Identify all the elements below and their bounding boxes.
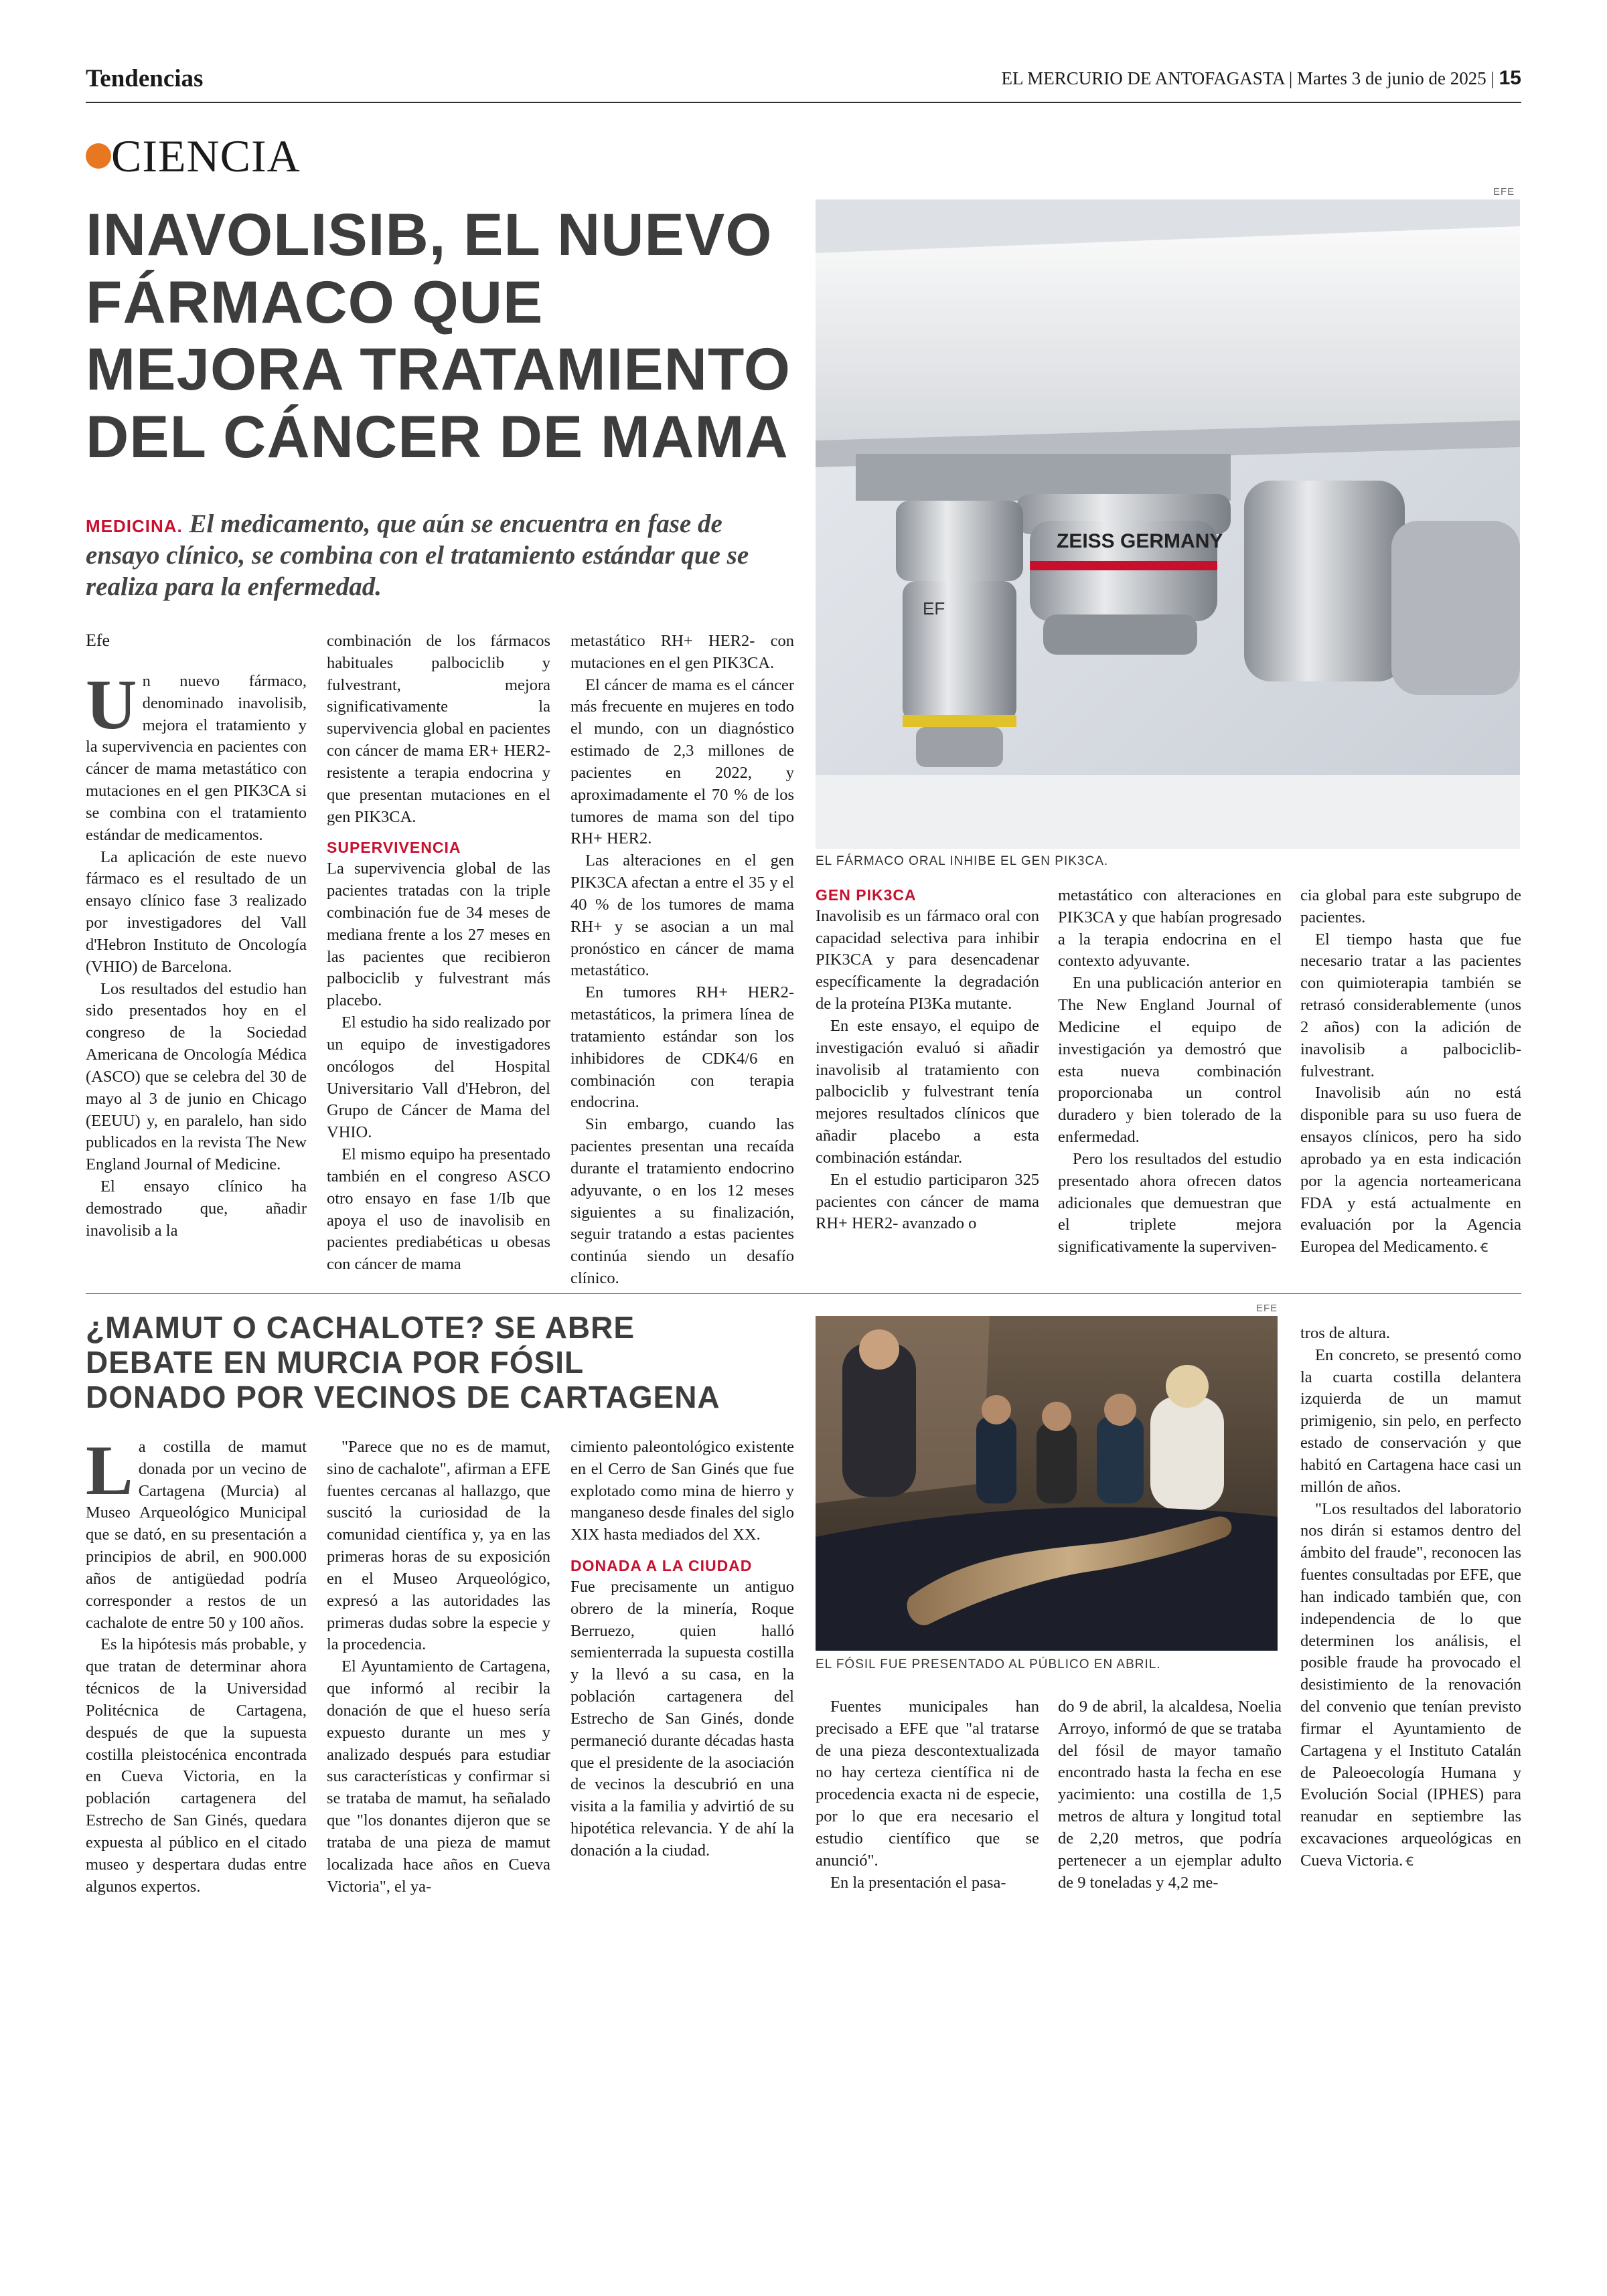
publication-line: EL MERCURIO DE ANTOFAGASTA | Martes 3 de junio de 2025 | 15 [1001,67,1521,89]
article2-column-1 [86,1431,307,1898]
article2-paragraph: El Ayuntamiento de Cartagena, que informó al recibir la donación de que el hueso sería expuesto durante un mes y analizado después para estudiar sus características y confirmar si se trataba de mamut, ha señalado que "los donantes dijeron que se trataba de una pieza de mamut localizada hace años en Cueva Victoria", el ya- [327,1657,550,1896]
article1-column-2 [327,631,550,1276]
article2-column-2 [327,1437,550,1898]
article1-paragraph: En este ensayo, el equipo de investigación evaluó si añadir inavolisib al tratamiento con palbociclib y fulvestrant tenía mejores resultados clínicos que añadir placebo a esta combinación estándar. [816,1016,1039,1167]
article2-paragraph: En la presentación el pasa- [830,1873,1006,1892]
article1-paragraph: Los resultados del estudio han sido presentados hoy en el congreso de la Sociedad Americana de Oncología Médica (ASCO) que se celebra del 30 de mayo al 3 de junio en Chicago (EEUU) y, en paralelo, han sido publicados en la revista The New England Journal of Medicine. [86,979,307,1174]
header-rule [86,102,1521,103]
article2-paragraph: cimiento paleontológico existente en el Cerro de San Ginés que fue explotado como mina de hierro y manganeso desde finales del siglo XIX hasta mediados del XX. [570,1438,794,1544]
article1-paragraph: combinación de los fármacos habituales palbociclib y fulvestrant, mejora significativamente la supervivencia global en pacientes con cáncer de mama ER+ HER2- resistente a terapia endocrina y que presentan mutaciones en el gen PIK3CA. [327,632,550,826]
article1-paragraph: cia global para este subgrupo de pacientes. [1300,886,1521,926]
article1-column-1 [86,665,307,1242]
article2-end-mark-icon: ꞓ [1405,1851,1413,1870]
article1-paragraph: El mismo equipo ha presentado también en el congreso ASCO otro ensayo en fase 1/Ib que apoya el uso de inavolisib en pacientes prediabéticas u obesas con cáncer de mama [327,1145,550,1274]
article1-paragraph: metastático con alteraciones en PIK3CA y que habían progresado a la terapia endocrina en el contexto adyuvante. [1058,886,1282,971]
article2-dropcap: L [86,1431,133,1509]
article1-paragraph: El tiempo hasta que fue necesario tratar a las pacientes con quimioterapia también se retrasó considerablemente (unos 2 años) con la adición de inavolisib a palbociclib-fulvestrant. [1300,930,1521,1080]
article1-paragraph: En tumores RH+ HER2- metastáticos, la primera línea de tratamiento estándar son los inhibidores de CDK4/6 en combinación con terapia endocrina. [570,983,794,1112]
lens-brand-text: ZEISS GERMANY [1057,530,1223,552]
article2-paragraph: Fue precisamente un antiguo obrero de la minería, Roque Berruezo, quien halló semienterrada la supuesta costilla y la llevó a su casa, en la población cartagenera del Estrecho de San Ginés, donde permaneció durante décadas hasta que el presidente de la asociación de vecinos la descubrió en una visita a la familia y advirtió de su hipotética relevancia. Y de ahí la donación a la ciudad. [570,1577,794,1860]
article1-lead-text: El medicamento, que aún se encuentra en fase de ensayo clínico, se combina con el tratamiento estándar que se realiza para la enfermedad. [86,509,749,601]
article1-paragraph: Sin embargo, cuando las pacientes presentan una recaída durante el tratamiento endocrino adyuvante, o en los 12 meses siguientes a su finalización, seguir tratando a estas pacientes continúa siendo un desafío clínico. [570,1115,794,1288]
article1-dropcap: U [86,665,137,744]
article2-paragraph: tros de altura. [1300,1324,1391,1342]
article1-paragraph: En el estudio participaron 325 pacientes con cáncer de mama RH+ HER2- avanzado o [816,1170,1039,1233]
article2-column-4 [816,1696,1039,1894]
article1-paragraph: El ensayo clínico ha demostrado que, añadir inavolisib a la [86,1177,307,1240]
article1-lead [86,509,802,602]
photo2-credit: EFE [1256,1303,1278,1314]
article1-column-4 [816,885,1039,1235]
article2-column-5 [1058,1696,1282,1894]
article2-paragraph: a costilla de mamut donada por un vecino de Cartagena (Murcia) al Museo Arqueológico Municipal que se dató, en su presentación a principios de abril, en 900.000 años de antigüedad podría corresponder a restos de un cachalote de entre 50 y 100 años. [86,1438,307,1632]
article1-paragraph: La supervivencia global de las pacientes tratadas con la triple combinación fue de 34 meses de mediana frente a los 27 meses en las pacientes que recibieron palbociclib y fulvestrant más placebo. [327,859,550,1010]
section-name: Tendencias [86,65,204,92]
article1-paragraph: Inavolisib es un fármaco oral con capacidad selectiva para inhibir PIK3CA y para desencadenar específicamente la degradación de la proteína PI3Ka mutante. [816,906,1039,1013]
section-label: CIENCIA [111,131,301,181]
article2-subhead-donada: DONADA A LA CIUDAD [570,1557,753,1575]
article1-paragraph: En una publicación anterior en The New England Journal of Medicine el equipo de investigación ya demostró que esta nueva combinación proporcionaba un control duradero y bien tolerado de la enfermedad. [1058,974,1282,1147]
article1-kicker: MEDICINA. [86,516,183,536]
article2-paragraph: "Los resultados del laboratorio nos dirán si estamos dentro del ámbito del fraude", reconocen las fuentes consultadas por EFE, que han indicado también que, con independencia de lo que determinen los análisis, el posible fraude ha provocado el desistimiento de la renovación del convenio que tenían previsto firmar el Ayuntamiento de Cartagena y el Instituto Catalán de Paleoecología Humana y Evolución Social (IPHES) para reanudar en septiembre las excavaciones arqueológicas en Cueva Victoria. [1300,1499,1521,1870]
article1-paragraph: El cáncer de mama es el cáncer más frecuente en mujeres en todo el mundo, con un diagnóstico estimado de 2,3 millones de pacientes en 2022, y aproximadamente el 70 % de los tumores de mama son del tipo RH+ HER2. [570,675,794,848]
article2-paragraph: do 9 de abril, la alcaldesa, Noelia Arroyo, informó de que se trataba del fósil de mayor tamaño encontrado hasta la fecha en ese yacimiento: una costilla de 1,5 metros de altura y longitud total de 2,20 metros, que podría pertenecer a un ejemplar adulto de 9 toneladas y 4,2 me- [1058,1698,1282,1892]
article1-paragraph: Pero los resultados del estudio presentado ahora ofrecen datos adicionales que demuestran que el triplete mejora significativamente la superviven- [1058,1149,1282,1256]
publication-date: Martes 3 de junio de 2025 [1297,68,1486,88]
article1-byline: Efe [86,631,110,650]
article1-paragraph: Inavolisib aún no está disponible para su uso fuera de ensayos clínicos, pero ha sido aprobado ya en esta indicación por la agencia norteamericana FDA y está actualmente en evaluación por la Agencia Europea del Medicamento. [1300,1084,1521,1256]
article2-paragraph: "Parece que no es de mamut, sino de cachalote", afirman a EFE fuentes cercanas al hallazgo, que suscitó la curiosidad de la comunidad científica y, ya en las primeras horas de su exposición en el Museo Arqueológico, expresó a las autoridades las primeras dudas sobre la especie y la procedencia. [327,1438,550,1654]
page-number: 15 [1499,67,1521,89]
lens-spec-text: EF [923,598,945,619]
article2-paragraph: Fuentes municipales han precisado a EFE que "al tratarse de una pieza descontextualizada no hay certeza científica ni de procedencia exacta ni de especie, por lo que era necesario el estudio científico que se anunció". [816,1698,1039,1870]
section-dot-icon [86,143,111,169]
article-divider [86,1293,1521,1294]
article1-paragraph: metastático RH+ HER2- con mutaciones en el gen PIK3CA. [570,632,794,672]
article2-paragraph: Es la hipótesis más probable, y que tratan de determinar ahora técnicos de la Universidad Politécnica de Cartagena, después de que la supuesta costilla pleistocénica encontrada en Cueva Victoria, en la población cartagenera del Estrecho de San Ginés, quedara expuesta al público en el citado museo y despertara dudas entre algunos expertos. [86,1635,307,1896]
article2-column-3 [570,1437,794,1862]
article2-headline: ¿MAMUT O CACHALOTE? SE ABRE DEBATE EN MURCIA POR FÓSIL DONADO POR VECINOS DE CARTAGENA [86,1310,720,1414]
article1-paragraph: n nuevo fármaco, denominado inavolisib, mejora el tratamiento y la supervivencia en pacientes con cáncer de mama metastático con mutaciones en el gen PIK3CA si se combina con el tratamiento estándar de medicamentos. [86,672,307,844]
article1-paragraph: Las alteraciones en el gen PIK3CA afectan a entre el 35 y el 40 % de los tumores de mama RH+ y se asocian a un mal pronóstico en cáncer de mama metastático. [570,851,794,980]
article1-paragraph: El estudio ha sido realizado por un equipo de investigadores oncólogos del Hospital Universitario Vall d'Hebron, del Grupo de Cáncer de Mama del VHIO. [327,1013,550,1142]
article1-subhead-supervivencia: SUPERVIVENCIA [327,839,461,857]
photo2-caption: EL FÓSIL FUE PRESENTADO AL PÚBLICO EN ABRIL. [816,1657,1161,1671]
article1-column-6 [1300,885,1521,1258]
publication-name: EL MERCURIO DE ANTOFAGASTA [1001,68,1285,88]
article1-column-3 [570,631,794,1290]
microscope-photo [816,199,1520,849]
fossil-photo [816,1316,1278,1651]
article1-headline: INAVOLISIB, EL NUEVO FÁRMACO QUE MEJORA TRATAMIENTO DEL CÁNCER DE MAMA [86,201,791,470]
article1-end-mark-icon: ꞓ [1480,1238,1488,1256]
article1-column-5 [1058,885,1282,1258]
photo1-credit: EFE [1493,186,1515,197]
article2-paragraph: En concreto, se presentó como la cuarta costilla delantera izquierda de un mamut primigenio, sin pelo, en perfecto estado de conservación y que habitó en Cartagena hace casi un millón de años. [1300,1345,1521,1496]
article1-paragraph: La aplicación de este nuevo fármaco es el resultado de un ensayo clínico fase 3 realizado por investigadores del Vall d'Hebron Instituto de Oncología (VHIO) de Barcelona. [86,847,307,976]
article2-column-6 [1300,1323,1521,1872]
photo1-caption: EL FÁRMACO ORAL INHIBE EL GEN PIK3CA. [816,854,1109,868]
article1-subhead-gen: GEN PIK3CA [816,886,917,904]
